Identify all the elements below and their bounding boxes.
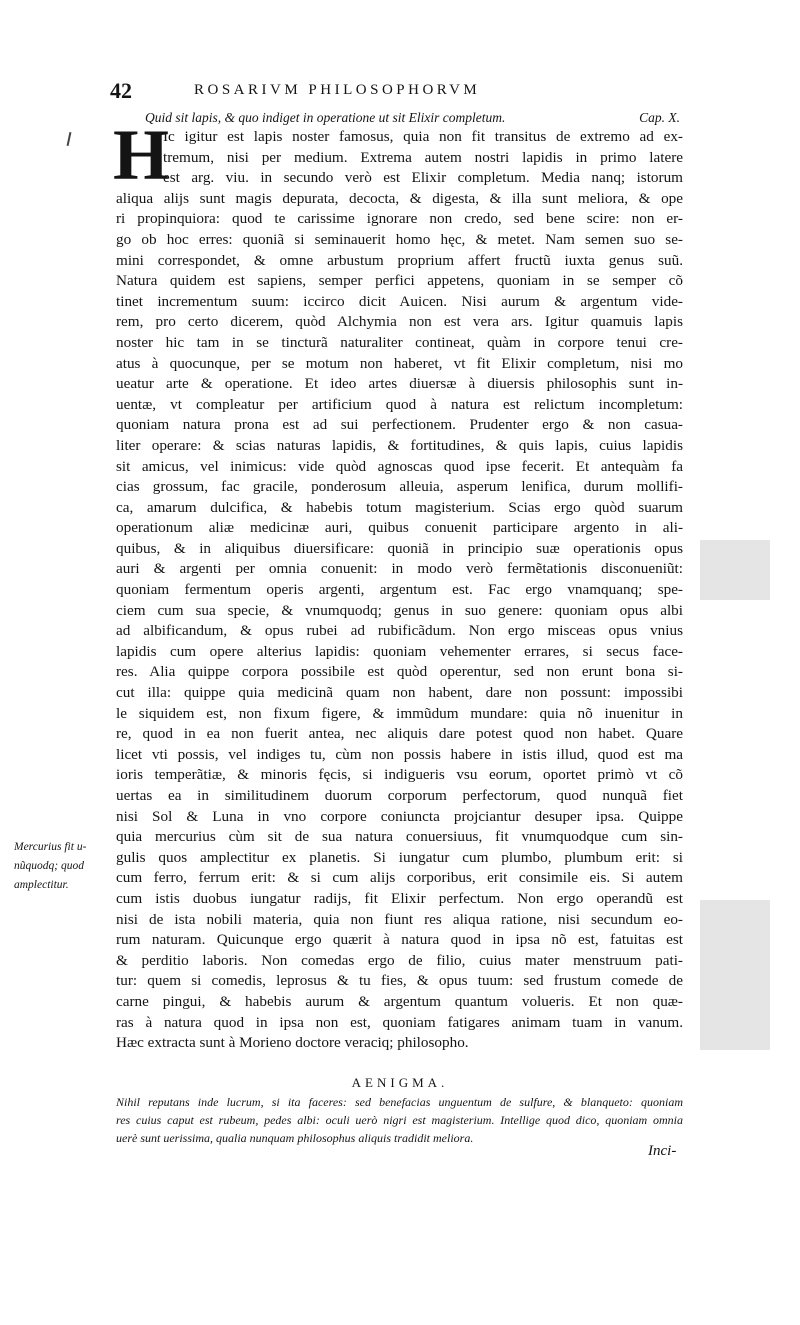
body-line: ri propinquiora: quod te carissime ignorare non credo, sed bene scire: non er- xyxy=(116,210,683,228)
margin-note-line: nũquodq; quod xyxy=(14,860,84,872)
body-line: operationum aliæ medicinæ auri, quibus conuenit participare argento in ali- xyxy=(116,519,683,537)
aenigma-line: uerè sunt uerissima, qualia nunquam philosophus aliquis tradidit meliora. xyxy=(116,1131,474,1145)
body-line: carne pingui, & habebis aurum & argentum quantum volueris. Et non quæ- xyxy=(116,992,683,1010)
body-line: ad albificandum, & opus rubei ad rubificãdum. Non ergo misceas opus vnius xyxy=(116,622,683,640)
body-line: ras à natura quod in ipsa non est, quoniam fatigares animam tuam in vanum. xyxy=(116,1013,683,1031)
body-line: cut illa: quippe quia medicinã quam non habent, dare non possunt: impossibi xyxy=(116,684,683,702)
body-line: nisi de ista nobili materia, quia non fiunt res aliqua ratione, nisi secundum eo- xyxy=(116,910,683,928)
body-line: & perditio laboris. Non comedas ergo de filio, cuius mater menstruum pati- xyxy=(116,951,683,969)
chapter-title: Quid sit lapis, & quo indiget in operatione ut sit Elixir completum. xyxy=(145,110,506,125)
body-line: est arg. viu. in secundo verò est Elixir completum. Media nanq; istorum xyxy=(163,169,683,187)
body-text xyxy=(116,127,683,1054)
body-line: tur: quem si comedis, leprosus & tu fies, & opus tuum: sed frustum comede de xyxy=(116,972,683,990)
margin-note-line: Mercurius fit u- xyxy=(14,841,87,853)
section-heading: AENIGMA. xyxy=(351,1075,449,1090)
body-line: noster hic tam in se tincturã naturaliter contineat, quàm in corpore tenui cre- xyxy=(116,333,683,351)
body-line: sit amicus, vel inimicus: vide quòd agnoscas quod ipse fecerit. Et antequàm fa xyxy=(116,457,683,475)
body-line: uentæ, vt compleatur per artificium quod à natura est relictum incompletum: xyxy=(116,395,683,413)
drop-cap-initial: H xyxy=(113,115,170,195)
body-line: nisi Sol & Luna in vno corpore coniuncta projciantur desuper ipsa. Quippe xyxy=(116,807,683,825)
running-head xyxy=(110,78,630,102)
body-line: re, quod in ea non fuerit antea, nec aliquis dare potest quod non habet. Quare xyxy=(116,725,683,743)
body-line: tremum, nisi per medium. Extrema autem nostri lapidis in primo latere xyxy=(163,148,683,166)
page-number: 42 xyxy=(110,78,132,103)
body-line: le siquidem est, non fixum figere, & immũdum mundare: quia nõ inuenitur in xyxy=(116,704,683,722)
body-line: rem, pro certo dicerem, quòd Alchymia non est vera ars. Igitur quamuis lapis xyxy=(116,313,683,331)
bleed-through-mark xyxy=(700,900,770,1050)
aenigma-line: res cuius caput est rubeum, pedes albi: oculi uerò nigri est magisterium. Intellige quod dico, quoniam omnia xyxy=(116,1113,683,1127)
body-line: aliqua alijs sunt magis depurata, decocta, & digesta, & illa sunt meliora, & ope xyxy=(116,189,683,207)
body-line: tinet incrementum suum: iccirco dicit Auicen. Nisi aurum & argentum vide- xyxy=(116,292,683,310)
body-line: lapidis cum opere alterius lapidis: quoniam vehementer errares, si secus face- xyxy=(116,642,683,660)
body-line: ioris temperãtiæ, & minoris fęcis, si indigueris vsu eorum, oportet primò vt cõ xyxy=(116,766,683,784)
body-line: go ob hoc erres: quoniã si seminauerit homo hęc, & metet. Nam semen suo se- xyxy=(116,230,683,248)
body-line: liter operare: & scias naturas lapidis, & fortitudines, & quis lapis, cuius lapidis xyxy=(116,436,683,454)
body-line: cum istis duobus iungatur radijs, fit Elixir perfectum. Non ergo operandũ est xyxy=(116,889,683,907)
body-line: mini correspondet, & omne arbustum proprium affert fructũ iuxta genus suũ. xyxy=(116,251,683,269)
body-line: licet vti possis, vel indiges tu, cùm non possis habere in istis illud, quod est ma xyxy=(116,745,683,763)
catchword: Inci- xyxy=(648,1143,677,1159)
body-line: quibus, & in aliquibus diuersificare: quoniã in principio suæ operationis opus xyxy=(116,539,683,557)
bleed-through-mark xyxy=(700,540,770,600)
body-line: cum ferro, ferrum erit: & si cum alijs corporibus, erit consimile eis. Si autem xyxy=(116,869,683,887)
body-line: Natura quidem est sapiens, semper perfici appetens, quoniam in se semper cõ xyxy=(116,272,683,290)
body-line: gulis quos amplectitur ex planetis. Si iungatur cum plumbo, plumbum erit: si xyxy=(116,848,683,866)
body-line: cias grossum, fac gracile, ponderosum alleuia, asperum lenifica, durum mollifi- xyxy=(116,478,683,496)
body-line: quia mercurius cùm sit de sua natura conuersiuus, fit vnumquodque cum sin- xyxy=(116,828,683,846)
aenigma-line: Nihil reputans inde lucrum, si ita faceres: sed benefacias unguentum de sulfure, & blanqueto: quoniam xyxy=(116,1095,683,1109)
running-title: ROSARIVM PHILOSOPHORVM xyxy=(194,82,481,98)
aenigma-text xyxy=(116,1093,683,1147)
margin-mark xyxy=(67,132,72,146)
body-line: quoniam natura prona est ad sui perfectionem. Prudenter ergo & non casua- xyxy=(116,416,683,434)
body-line: ciem cum sua specie, & vnumquodq; genus in suo genere: quoniam opus albi xyxy=(116,601,683,619)
body-line: ueatur arte & operatione. Et ideo artes diuersæ à diuersis philosophis sunt in- xyxy=(116,375,683,393)
body-line: auri & argenti per omnia conuenit: in modo verò fermẽtationis disconueniũt: xyxy=(116,560,683,578)
body-line: uertas ea in similitudinem duorum corporum perfectorum, quod nunquã fiet xyxy=(116,787,683,804)
body-line: atus à quocunque, per se motum non haberet, vt fit Elixir completum, nisi mo xyxy=(116,354,683,372)
chapter-number: Cap. X. xyxy=(639,110,680,125)
margin-note xyxy=(14,838,110,895)
body-line: Ic igitur est lapis noster famosus, quia non fit transitus de extremo ad ex- xyxy=(163,128,683,145)
body-line: quoniam fermentum operis argenti, argentum est. Fac ergo vnamquanq; spe- xyxy=(116,581,683,599)
margin-note-line: amplectitur. xyxy=(14,879,69,891)
body-line: Hæc extracta sunt à Morieno doctore veraciq; philosopho. xyxy=(116,1034,469,1052)
body-line: res. Alia quippe corpora possibile est quòd operentur, sed non erunt bona si- xyxy=(116,663,683,681)
body-line: rum naturam. Quicunque ergo quærit à natura quod in ipsa nõ est, fatuitas est xyxy=(116,931,683,949)
body-line: ca, amarum dulcifica, & habebis totum magisterium. Scias ergo quòd suarum xyxy=(116,498,683,516)
